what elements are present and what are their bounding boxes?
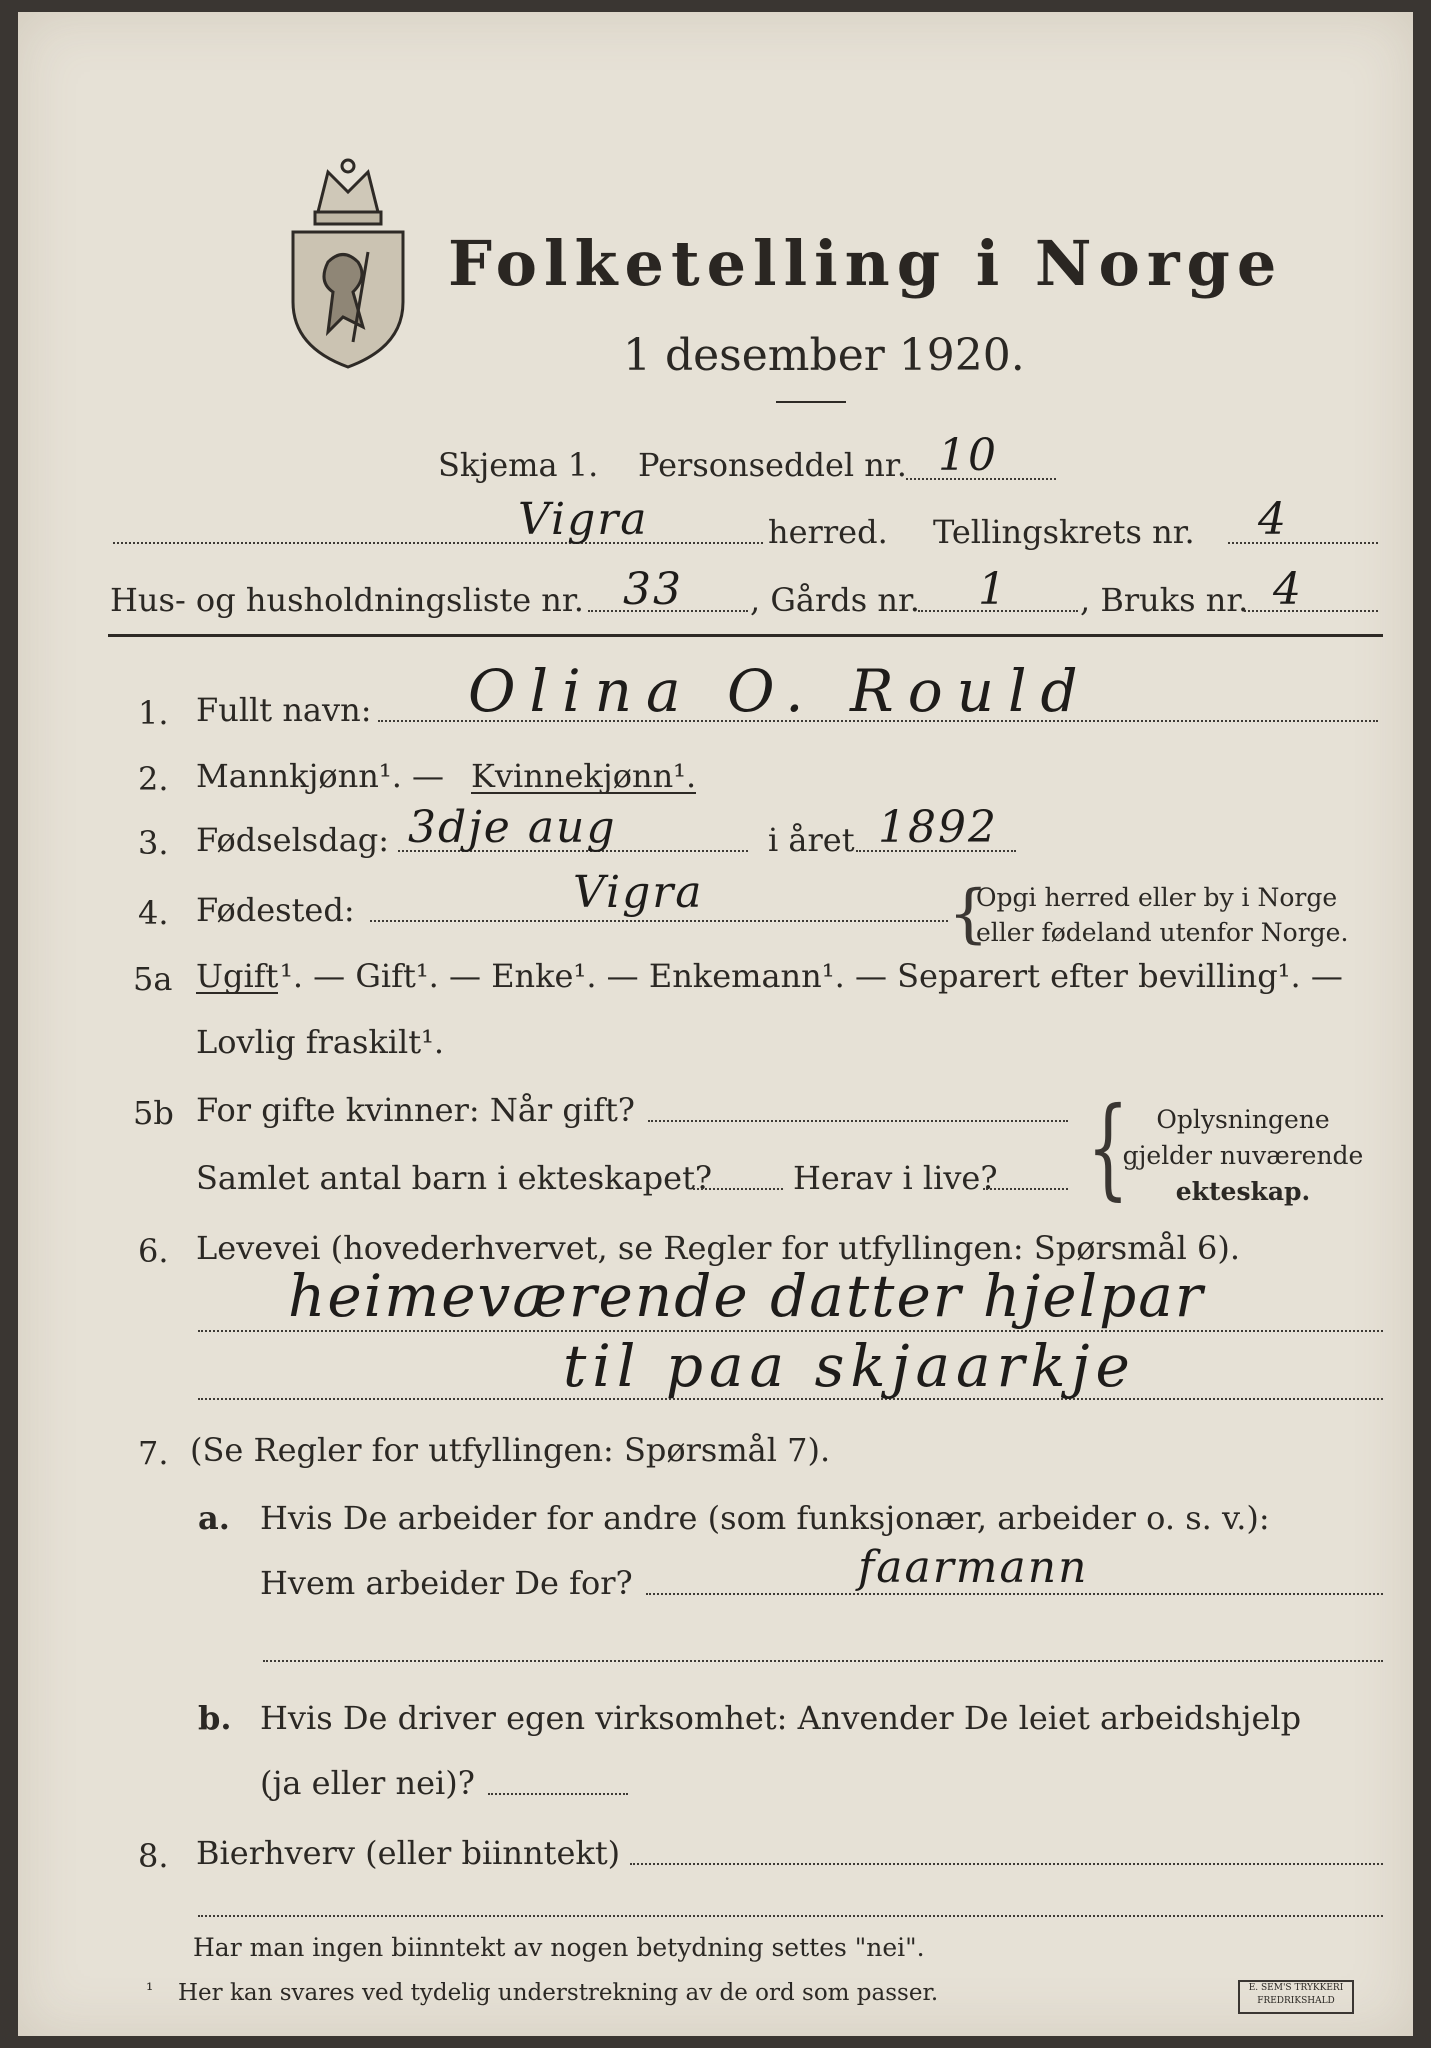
employer-value[interactable]: faarmann bbox=[858, 1542, 1089, 1593]
year-label: i året bbox=[768, 821, 855, 859]
q7-number: 7. bbox=[138, 1434, 169, 1472]
q4-label: Fødested: bbox=[196, 891, 355, 929]
header-rule bbox=[108, 634, 1383, 637]
q8-note: Har man ingen biinntekt av nogen betydning settes "nei". bbox=[193, 1933, 925, 1962]
personseddel-value[interactable]: 10 bbox=[938, 430, 998, 481]
ugift-option-underlined[interactable]: Ugift bbox=[196, 957, 279, 995]
occupation-value-line1[interactable]: heimeværende datter hjelpar bbox=[288, 1262, 1205, 1330]
q5b-number: 5b bbox=[133, 1094, 174, 1132]
q3-number: 3. bbox=[138, 824, 169, 862]
herred-label: herred. bbox=[768, 513, 888, 551]
q7a-extra-line[interactable] bbox=[263, 1660, 1383, 1662]
q7b-line2: (ja eller nei)? bbox=[260, 1764, 475, 1802]
personseddel-label: Personseddel nr. bbox=[638, 446, 907, 484]
q4-number: 4. bbox=[138, 894, 169, 932]
q1-label: Fullt navn: bbox=[196, 691, 372, 729]
q2-number: 2. bbox=[138, 760, 169, 798]
herred-line bbox=[113, 542, 763, 544]
bruks-line bbox=[1244, 610, 1378, 612]
gards-label: , Gårds nr. bbox=[750, 581, 920, 619]
gards-value[interactable]: 1 bbox=[978, 564, 1008, 615]
census-form-sheet bbox=[18, 12, 1413, 2036]
q6-number: 6. bbox=[138, 1232, 169, 1270]
tellingskrets-label: Tellingskrets nr. bbox=[933, 513, 1195, 551]
male-option[interactable]: Mannkjønn¹. — bbox=[196, 757, 445, 795]
q7a-employer-label: Hvem arbeider De for? bbox=[260, 1564, 633, 1602]
q5b-married-line[interactable] bbox=[648, 1120, 1068, 1122]
q5b-children-label: Samlet antal barn i ekteskapet? bbox=[196, 1159, 713, 1197]
q1-number: 1. bbox=[138, 694, 169, 732]
census-date: 1 desember 1920. bbox=[623, 330, 1025, 381]
fraskilt-option[interactable]: Lovlig fraskilt¹. bbox=[196, 1023, 445, 1061]
husliste-label: Hus- og husholdningsliste nr. bbox=[110, 581, 584, 619]
birth-year-value[interactable]: 1892 bbox=[878, 802, 998, 853]
q7b-letter: b. bbox=[198, 1699, 232, 1737]
tellingskrets-line bbox=[1228, 542, 1378, 544]
q4-line bbox=[370, 920, 948, 922]
q4-note-line2: eller fødeland utenfor Norge. bbox=[976, 918, 1349, 947]
bruks-label: , Bruks nr. bbox=[1080, 581, 1249, 619]
q3-label: Fødselsdag: bbox=[196, 821, 390, 859]
q7b-line1: Hvis De driver egen virksomhet: Anvender De leiet arbeidshjelp bbox=[260, 1699, 1302, 1737]
form-title: Folketelling i Norge bbox=[448, 227, 1284, 300]
female-option-underlined[interactable]: Kvinnekjønn¹. bbox=[471, 757, 697, 795]
q5a-number: 5a bbox=[133, 960, 173, 998]
bruks-value[interactable]: 4 bbox=[1273, 564, 1303, 615]
q8-line2[interactable] bbox=[198, 1915, 1383, 1917]
q5b-children-line[interactable] bbox=[693, 1188, 783, 1190]
q7a-employer-line bbox=[646, 1593, 1383, 1595]
q8-label: Bierhverv (eller biinntekt) bbox=[196, 1834, 621, 1872]
footnote-mark: ¹ bbox=[146, 1980, 154, 2001]
q8-number: 8. bbox=[138, 1837, 169, 1875]
occupation-value-line2[interactable]: til paa skjaarkje bbox=[563, 1332, 1136, 1400]
skjema-label: Skjema 1. bbox=[438, 446, 599, 484]
q5b-married-label: For gifte kvinner: Når gift? bbox=[196, 1091, 635, 1129]
tellingskrets-value[interactable]: 4 bbox=[1258, 494, 1288, 545]
herred-value[interactable]: Vigra bbox=[518, 494, 649, 545]
q4-brace: { bbox=[948, 877, 989, 951]
q8-line1[interactable] bbox=[630, 1863, 1383, 1865]
q4-note-line1: Opgi herred eller by i Norge bbox=[976, 883, 1338, 912]
q5b-note-line2: gjelder nuværende bbox=[1122, 1141, 1364, 1170]
norway-coat-of-arms-icon bbox=[273, 152, 423, 372]
q7a-letter: a. bbox=[198, 1499, 230, 1537]
q5b-note-line3: ekteskap. bbox=[1175, 1177, 1311, 1206]
q7b-line[interactable] bbox=[488, 1793, 628, 1795]
husliste-value[interactable]: 33 bbox=[623, 564, 683, 615]
footnote-text: Her kan svares ved tydelig understrekning av de ord som passer. bbox=[178, 1980, 939, 2006]
q5b-alive-label: Herav i live? bbox=[793, 1159, 998, 1197]
full-name-value[interactable]: Olina O. Rould bbox=[468, 657, 1092, 725]
q7-label: (Se Regler for utfyllingen: Spørsmål 7). bbox=[190, 1431, 831, 1469]
q5b-note-line1: Oplysningene bbox=[1156, 1105, 1330, 1134]
title-divider bbox=[776, 401, 846, 403]
marital-status-options[interactable]: ¹. — Gift¹. — Enke¹. — Enkemann¹. — Separert efter bevilling¹. — bbox=[280, 957, 1343, 995]
printer-stamp: E. SEM'S TRYKKERI FREDRIKSHALD bbox=[1238, 1980, 1354, 2014]
q5b-alive-line[interactable] bbox=[983, 1188, 1068, 1190]
birthplace-value[interactable]: Vigra bbox=[573, 867, 704, 918]
birth-date-value[interactable]: 3dje aug bbox=[408, 802, 617, 853]
q6-label: Levevei (hovederhvervet, se Regler for utfyllingen: Spørsmål 6). bbox=[196, 1229, 1241, 1267]
q5b-brace: { bbox=[1087, 1083, 1129, 1211]
q7a-line1: Hvis De arbeider for andre (som funksjonær, arbeider o. s. v.): bbox=[260, 1499, 1270, 1537]
